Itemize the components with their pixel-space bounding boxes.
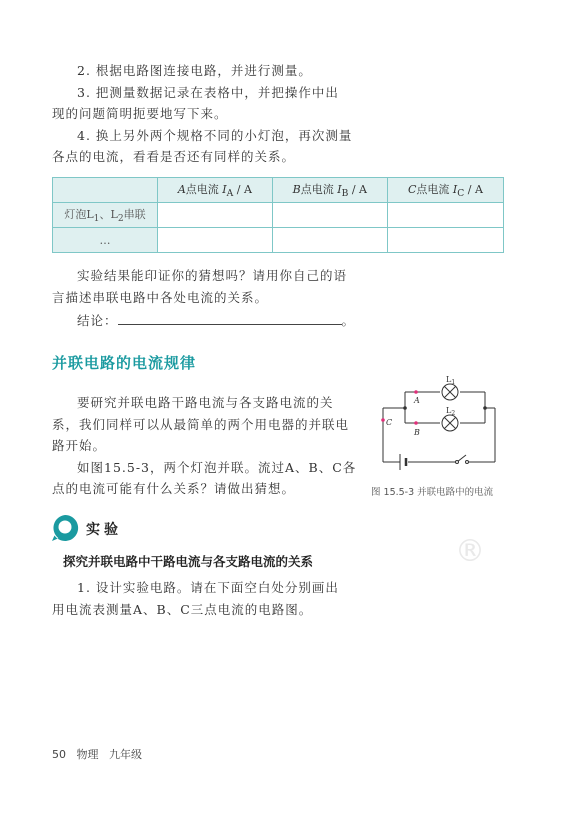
page-number: 50 — [52, 748, 66, 761]
table-row — [53, 203, 504, 228]
lamp-l1-icon — [442, 384, 458, 400]
question-line2: 言描述串联电路中各处电流的关系。 — [52, 290, 269, 305]
table-header-empty — [53, 178, 158, 203]
lamp-l2-icon — [442, 415, 458, 431]
table-cell[interactable] — [158, 228, 273, 253]
table-row — [53, 228, 504, 253]
experiment-title: 实验 — [86, 522, 122, 538]
question-line1: 实验结果能印证你的猜想吗？请用你自己的语 — [77, 268, 348, 283]
point-a-marker — [414, 390, 418, 394]
step-3-line2: 现的问题简明扼要地写下来。 — [52, 106, 228, 121]
section-para-line5: 点的电流可能有什么关系？请做出猜想。 — [52, 481, 296, 496]
page-footer — [52, 746, 142, 762]
label-l2: $L_2$ — [446, 406, 456, 417]
label-c: C — [386, 418, 393, 427]
section-heading: 并联电路的电流规律 — [52, 354, 197, 372]
table-cell[interactable] — [158, 203, 273, 228]
registered-watermark: ® — [455, 534, 485, 569]
section-para-line2: 系，我们同样可以从最简单的两个用电器的并联电 — [52, 417, 350, 432]
step-4-line1: 4. 换上另外两个规格不同的小灯泡，再次测量 — [77, 128, 353, 143]
experiment-icon — [50, 513, 80, 543]
step-4-line2: 各点的电流，看看是否还有同样的关系。 — [52, 149, 296, 164]
exp-step1-line2: 用电流表测量A、B、C三点电流的电路图。 — [52, 602, 313, 617]
section-para-line4: 如图15.5-3，两个灯泡并联。流过A、B、C各 — [77, 460, 357, 475]
label-a: A — [414, 396, 420, 405]
point-c-marker — [381, 418, 385, 422]
junction-dot — [403, 406, 407, 410]
conclusion-line — [77, 311, 355, 331]
table-header-c: C点电流 $I_C$ / A — [387, 178, 503, 203]
label-l1: $L_1$ — [446, 375, 456, 386]
conclusion-blank[interactable] — [118, 311, 342, 325]
label-b: B — [414, 428, 420, 437]
step-3-line1: 3. 把测量数据记录在表格中，并把操作中出 — [77, 85, 339, 100]
conclusion-end: 。 — [341, 313, 356, 328]
battery-icon — [400, 454, 406, 470]
section-para-line3: 路开始。 — [52, 438, 107, 453]
switch-icon — [456, 455, 469, 464]
parallel-circuit-diagram — [370, 370, 510, 475]
experiment-subtitle: 探究并联电路中干路电流与各支路电流的关系 — [63, 554, 314, 569]
conclusion-label: 结论： — [77, 313, 118, 328]
figure-caption: 图 15.5-3 并联电路中的电流 — [371, 487, 494, 498]
table-header-a: A点电流 $I_A$ / A — [158, 178, 273, 203]
table-cell[interactable] — [272, 203, 387, 228]
table-row-label: … — [53, 228, 158, 253]
point-b-marker — [414, 421, 418, 425]
table-cell[interactable] — [387, 203, 503, 228]
measurement-table — [52, 177, 504, 253]
table-row-label: 灯泡$L_1$、$L_2$串联 — [53, 203, 158, 228]
footer-grade: 九年级 — [109, 748, 142, 761]
table-header-b: B点电流 $I_B$ / A — [272, 178, 387, 203]
exp-step1-line1: 1. 设计实验电路。请在下面空白处分别画出 — [77, 580, 339, 595]
section-para-line1: 要研究并联电路干路电流与各支路电流的关 — [77, 395, 334, 410]
table-cell[interactable] — [387, 228, 503, 253]
table-cell[interactable] — [272, 228, 387, 253]
footer-subject: 物理 — [76, 748, 99, 761]
junction-dot — [483, 406, 487, 410]
table-header-row — [53, 178, 504, 203]
step-2: 2. 根据电路图连接电路，并进行测量。 — [77, 63, 312, 78]
